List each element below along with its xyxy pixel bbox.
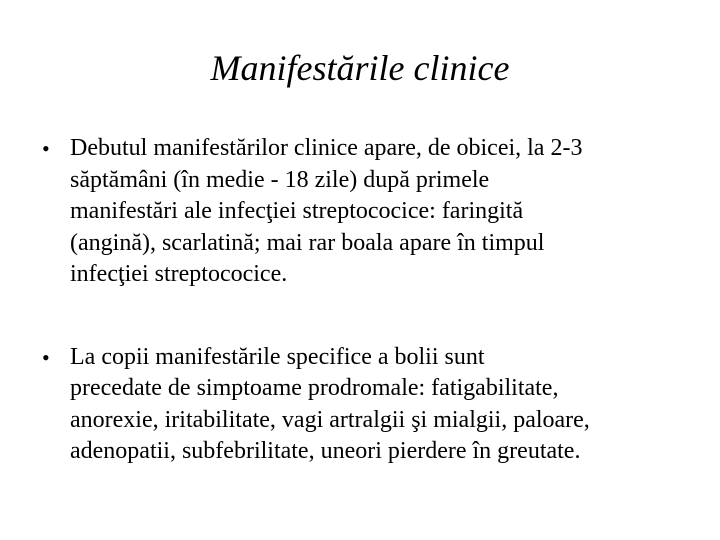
bullet-line: infecţiei streptococice. (70, 261, 288, 287)
bullet-item (40, 342, 710, 468)
bullet-line: adenopatii, subfebrilitate, uneori pierdere în greutate. (70, 438, 581, 464)
bullet-line: manifestări ale infecţiei streptococice: faringită (70, 198, 524, 224)
bullet-line: precedate de simptoame prodromale: fatigabilitate, (70, 375, 559, 401)
bullet-line: La copii manifestările specifice a bolii sunt (70, 343, 485, 370)
bullet-line: Debutul manifestărilor clinice apare, de obicei, la 2-3 (70, 135, 583, 161)
bullet-marker: • (42, 136, 50, 161)
slide-title: Manifestările clinice (210, 48, 510, 88)
bullet-line: săptămâni (în medie - 18 zile) după primele (70, 166, 490, 193)
bullet-item (40, 133, 710, 291)
bullet-line: anorexie, iritabilitate, vagi artralgii şi mialgii, paloare, (70, 406, 590, 433)
bullet-line: (angină), scarlatină; mai rar boala apare în timpul (70, 229, 545, 256)
bullet-marker: • (42, 344, 50, 370)
bullet-list (40, 133, 710, 468)
